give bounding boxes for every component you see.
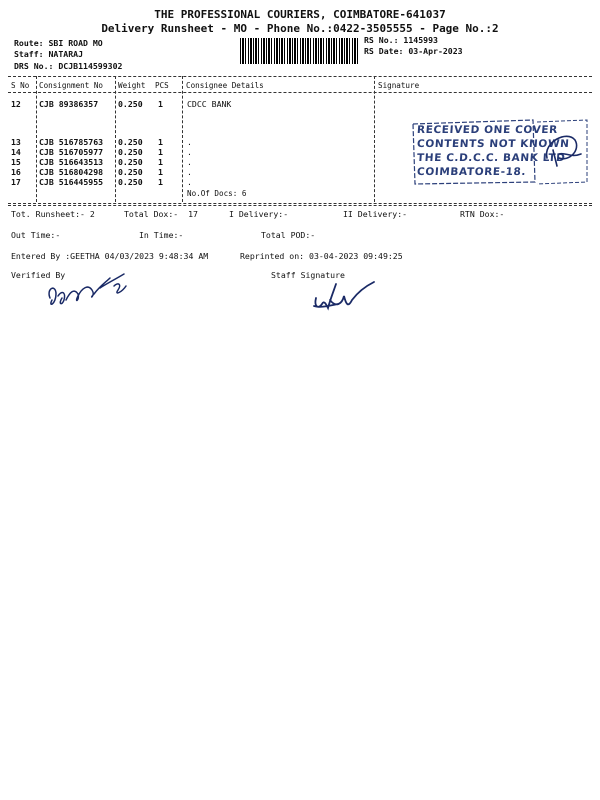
row-consignee: . [187,167,192,177]
row-pcs: 1 [158,157,163,167]
row-consignment: CJB 516785763 [39,137,104,147]
col-divider [182,76,183,202]
ii-delivery: II Delivery:- [343,209,408,219]
col-divider [115,76,116,202]
drs-number: DRS No.: DCJB114599302 [14,61,123,71]
receiver-signature-icon [541,128,585,172]
row-sno: 16 [11,167,21,177]
row-pcs: 1 [158,167,163,177]
row-consignee: . [187,177,192,187]
bank-receipt-stamp [411,118,589,186]
staff-signature-icon [308,278,378,318]
barcode [240,38,358,64]
runsheet-subtitle: Delivery Runsheet - MO - Phone No.:0422-3505555 - Page No.:2 [101,22,499,35]
route-label: Route: SBI ROAD MO [14,38,103,48]
row-sno: 17 [11,177,21,187]
row-pcs: 1 [158,147,163,157]
row-weight: 0.250 [118,167,143,177]
header-pcs: PCS [155,81,169,90]
row-consignment: CJB 516804298 [39,167,104,177]
summary-rule [8,205,592,206]
in-time: In Time:- [139,230,184,240]
row-consignment: CJB 516705977 [39,147,104,157]
rtn-dox: RTN Dox:- [460,209,505,219]
i-delivery: I Delivery:- [229,209,289,219]
row-sno: 12 [11,99,21,109]
header-signature: Signature [378,81,420,90]
row-consignment: CJB 516445955 [39,177,104,187]
stamp-line: THE C.D.C.C. BANK LTD [416,152,566,164]
row-weight: 0.250 [118,137,143,147]
row-pcs: 1 [158,137,163,147]
row-weight: 0.250 [118,157,143,167]
row-consignee: . [187,147,192,157]
row-weight: 0.250 [118,147,143,157]
col-divider [374,76,375,202]
total-pod: Total POD:- [261,230,316,240]
total-dox: Total Dox:- 17 [124,209,198,219]
staff-label: Staff: NATARAJ [14,49,84,59]
stamp-line: COIMBATORE-18. [416,166,527,178]
row-consignee: . [187,157,192,167]
entered-by: Entered By :GEETHA 04/03/2023 9:48:34 AM [11,251,209,261]
row-consignee: . [187,137,192,147]
rs-number: RS No.: 1145993 [364,35,438,45]
col-divider [36,76,37,202]
row-weight: 0.250 [118,177,143,187]
row-pcs: 1 [158,177,163,187]
staff-signature-label: Staff Signature [271,270,345,280]
stamp-line: CONTENTS NOT KNOWN [416,138,570,150]
reprinted-on: Reprinted on: 03-04-2023 09:49:25 [240,251,403,261]
table-top-rule [8,76,592,77]
verified-by-label: Verified By [11,270,66,280]
header-consignment: Consignment No [39,81,104,90]
verifier-signature-icon [44,270,134,315]
row-consignment: CJB 516643513 [39,157,104,167]
tot-runsheet: Tot. Runsheet:- 2 [11,209,95,219]
row-weight: 0.250 [118,99,143,109]
rs-date: RS Date: 03-Apr-2023 [364,46,463,56]
row-consignee: CDCC BANK [187,99,232,109]
company-title: THE PROFESSIONAL COURIERS, COIMBATORE-641037 [154,8,446,21]
no-of-docs: No.Of Docs: 6 [187,189,247,198]
table-bottom-rule [8,203,592,204]
header-sno: S No [11,81,30,90]
stamp-line: RECEIVED ONE COVER [416,124,559,136]
table-header-rule [8,92,592,93]
header-weight: Weight [118,81,146,90]
row-pcs: 1 [158,99,163,109]
row-sno: 15 [11,157,21,167]
row-sno: 14 [11,147,21,157]
row-consignment: CJB 89386357 [39,99,99,109]
row-sno: 13 [11,137,21,147]
header-consignee: Consignee Details [186,81,264,90]
out-time: Out Time:- [11,230,61,240]
